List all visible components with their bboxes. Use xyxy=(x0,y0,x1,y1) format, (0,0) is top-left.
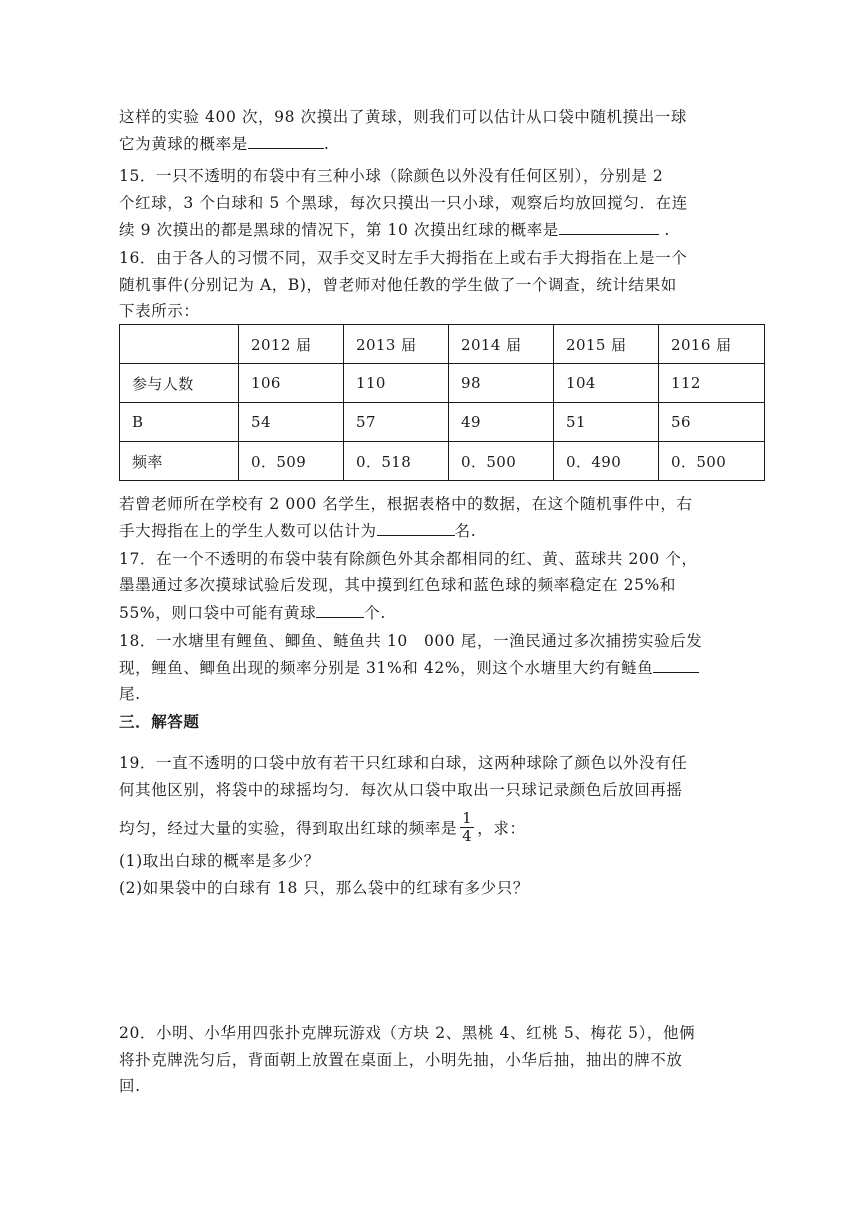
q19-sub1: (1)取出白球的概率是多少？ xyxy=(119,852,320,870)
q19-line2: 何其他区别，将袋中的球摇均匀．每次从口袋中取出一只球记录颜色后放回再摇 xyxy=(119,781,683,799)
q16-after1: 若曾老师所在学校有 2 000 名学生，根据表格中的数据，在这个随机事件中，右 xyxy=(119,495,693,513)
q20-line1: 20．小明、小华用四张扑克牌玩游戏（方块 2、黑桃 4、红桃 5、梅花 5），他俩 xyxy=(119,1024,696,1042)
section-heading: 三．解答题 xyxy=(119,712,200,731)
q19-line3-text: 均匀，经过大量的实验，得到取出红球的频率是 xyxy=(119,819,458,838)
table-header-cell: 2013 届 xyxy=(344,325,449,364)
table-cell: 56 xyxy=(659,403,765,442)
table-cell: 0．490 xyxy=(554,442,659,481)
table-header-cell: 2015 届 xyxy=(554,325,659,364)
q14-line1: 这样的实验 400 次，98 次摸出了黄球，则我们可以估计从口袋中随机摸出一球 xyxy=(119,108,687,126)
table-cell: 0．500 xyxy=(449,442,554,481)
answer-blank xyxy=(248,132,324,149)
q14-line2-end: . xyxy=(323,135,330,153)
q16-line2: 随机事件(分别记为 A，B)，曾老师对他任教的学生做了一个调查，统计结果如 xyxy=(119,276,677,294)
q15-line3-text: 续 9 次摸出的都是黑球的情况下，第 10 次摸出红球的概率是 xyxy=(119,221,559,239)
q16-after2 xyxy=(119,519,476,542)
q15-line3 xyxy=(119,218,670,241)
row-label-cell: B xyxy=(120,403,239,442)
table-cell: 0．509 xyxy=(239,442,344,481)
q15-line2: 个红球，3 个白球和 5 个黑球，每次只摸出一只小球，观察后均放回搅匀．在连 xyxy=(119,194,688,212)
table-cell: 0．518 xyxy=(344,442,449,481)
q17-line2: 墨墨通过多次摸球试验后发现，其中摸到红色球和蓝色球的频率稳定在 25%和 xyxy=(119,576,676,594)
table-row xyxy=(120,403,765,442)
q16-line1: 16．由于各人的习惯不同，双手交叉时左手大拇指在上或右手大拇指在上是一个 xyxy=(119,249,688,267)
q16-after2-text: 手大拇指在上的学生人数可以估计为 xyxy=(119,522,377,540)
q18-line2 xyxy=(119,656,699,679)
q14-line2 xyxy=(119,132,329,155)
q16-after2-end: 名. xyxy=(454,522,477,540)
table-cell: 57 xyxy=(344,403,449,442)
table-cell: 106 xyxy=(239,364,344,403)
q15-line1: 15．一只不透明的布袋中有三种小球（除颜色以外没有任何区别），分别是 2 xyxy=(119,167,664,185)
table-cell: 110 xyxy=(344,364,449,403)
answer-blank xyxy=(377,519,455,536)
table-header-cell: 2014 届 xyxy=(449,325,554,364)
q18-line1: 18．一水塘里有鲤鱼、鲫鱼、鲢鱼共 10 000 尾，一渔民通过多次捕捞实验后发 xyxy=(119,632,703,650)
q18-line3: 尾. xyxy=(119,685,141,703)
table-cell: 51 xyxy=(554,403,659,442)
table-row xyxy=(120,364,765,403)
table-cell: 49 xyxy=(449,403,554,442)
fraction-numerator: 1 xyxy=(462,809,473,827)
row-label-cell: 参与人数 xyxy=(120,364,239,403)
q14-line2-text: 它为黄球的概率是 xyxy=(119,135,248,153)
q17-line3 xyxy=(119,601,386,624)
table-cell xyxy=(120,325,239,364)
answer-blank xyxy=(316,601,364,618)
fraction xyxy=(460,810,474,845)
table-cell: 54 xyxy=(239,403,344,442)
q20-line3: 回. xyxy=(119,1077,141,1095)
table-cell: 112 xyxy=(659,364,765,403)
table-cell: 104 xyxy=(554,364,659,403)
q17-line3-end: 个. xyxy=(364,604,386,622)
statistics-table xyxy=(119,324,765,481)
table-cell: 0．500 xyxy=(659,442,765,481)
table-row xyxy=(120,442,765,481)
answer-blank xyxy=(559,218,659,235)
q18-line2-text: 现，鲤鱼、鲫鱼出现的频率分别是 31%和 42%，则这个水塘里大约有鲢鱼 xyxy=(119,659,654,677)
q17-line3-text: 55%，则口袋中可能有黄球 xyxy=(119,604,317,622)
q16-line3: 下表所示： xyxy=(119,302,200,320)
table-cell: 98 xyxy=(449,364,554,403)
table-header-row xyxy=(120,325,765,364)
answer-blank xyxy=(653,656,699,673)
row-label-cell: 频率 xyxy=(120,442,239,481)
q15-line3-end: . xyxy=(658,221,670,239)
table-header-cell: 2016 届 xyxy=(659,325,765,364)
q20-line2: 将扑克牌洗匀后，背面朝上放置在桌面上，小明先抽，小华后抽，抽出的牌不放 xyxy=(119,1051,683,1069)
q19-line1: 19．一直不透明的口袋中放有若干只红球和白球，这两种球除了颜色以外没有任 xyxy=(119,754,688,772)
q19-line3 xyxy=(119,809,526,847)
q17-line1: 17．在一个不透明的布袋中装有除颜色外其余都相同的红、黄、蓝球共 200 个， xyxy=(119,550,698,568)
table-header-cell: 2012 届 xyxy=(239,325,344,364)
q19-line3-end: ，求： xyxy=(477,819,526,838)
q19-sub2: (2)如果袋中的白球有 18 只，那么袋中的红球有多少只？ xyxy=(119,879,529,897)
fraction-denominator: 4 xyxy=(462,827,473,845)
